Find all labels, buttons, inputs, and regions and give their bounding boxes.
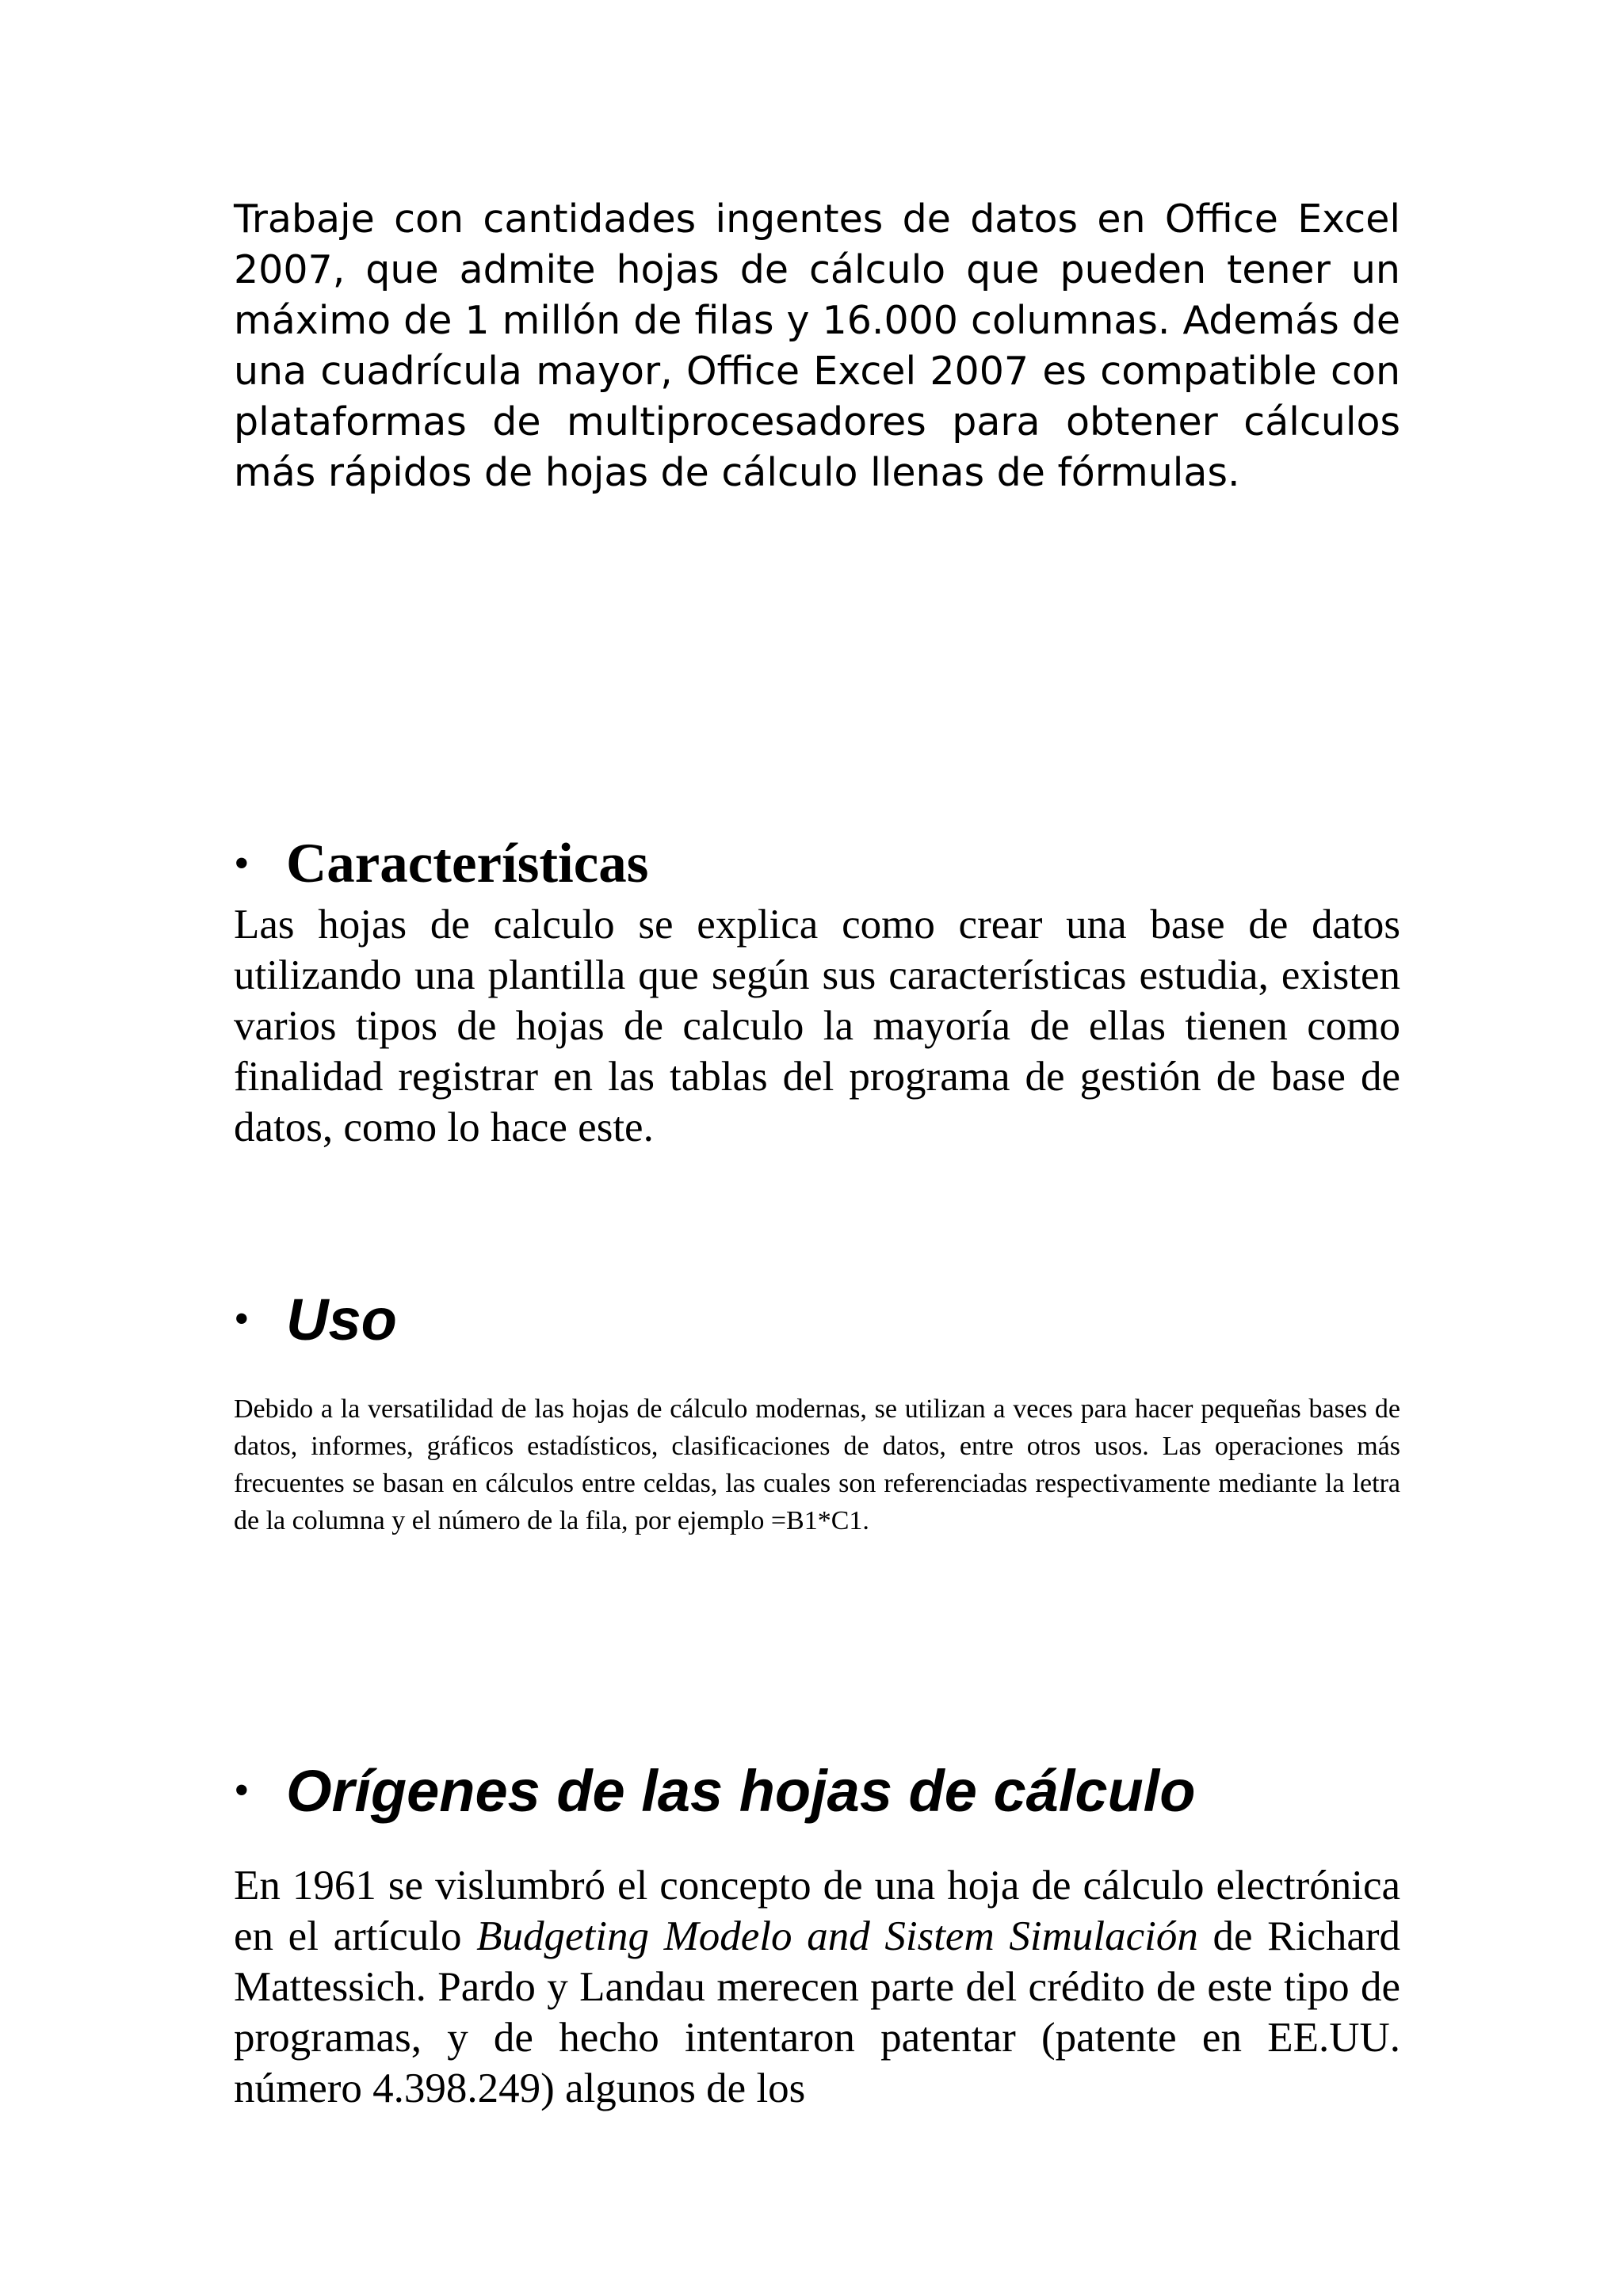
intro-paragraph: Trabaje con cantidades ingentes de datos en Office Excel 2007, que admite hojas de cálculo que pueden tener un máximo de 1 millón de filas y 16.000 columnas. Además de una cuadrícula mayor, Office Excel 2007 es compatible con plataformas de multiprocesadores para obtener cálculos más rápidos de hojas de cálculo llenas de fórmulas. xyxy=(234,196,1400,495)
heading-origenes-title: Orígenes de las hojas de cálculo xyxy=(286,1757,1196,1824)
heading-caracteristicas-title: Características xyxy=(286,832,649,894)
bullet-icon: • xyxy=(234,1295,250,1344)
origenes-text-part2: de Richard Mattessich. Pardo y Landau merecen parte del crédito de este tipo de programas, y de hecho intentaron patentar (patente en EE.UU. número 4.398.249) algunos de los xyxy=(234,1913,1400,2111)
caracteristicas-paragraph: Las hojas de calculo se explica como crear una base de datos utilizando una plantilla que según sus características estudia, existen varios tipos de hojas de calculo la mayoría de ellas tienen como finalidad registrar en las tablas del programa de gestión de base de datos, como lo hace este. xyxy=(234,902,1400,1150)
heading-uso-title: Uso xyxy=(286,1286,397,1352)
bullet-icon: • xyxy=(234,1766,250,1815)
heading-origenes xyxy=(234,1751,1400,1830)
origenes-article-title: Budgeting Modelo and Sistem Simulación xyxy=(476,1913,1198,1959)
heading-uso xyxy=(234,1283,1400,1355)
origenes-paragraph xyxy=(234,1860,1400,2114)
uso-paragraph: Debido a la versatilidad de las hojas de cálculo modernas, se utilizan a veces para hacer pequeñas bases de datos, informes, gráficos estadísticos, clasificaciones de datos, entre otros usos. Las operaciones más frecuentes se basan en cálculos entre celdas, las cuales son referenciadas respectivamente mediante la letra de la columna y el número de la fila, por ejemplo =B1*C1. xyxy=(234,1394,1400,1535)
heading-caracteristicas xyxy=(234,828,1400,899)
origenes-text-part1: En 1961 se vislumbró el concepto de una hoja de cálculo electrónica en el artículo xyxy=(234,1863,1400,1959)
bullet-icon: • xyxy=(234,839,250,888)
